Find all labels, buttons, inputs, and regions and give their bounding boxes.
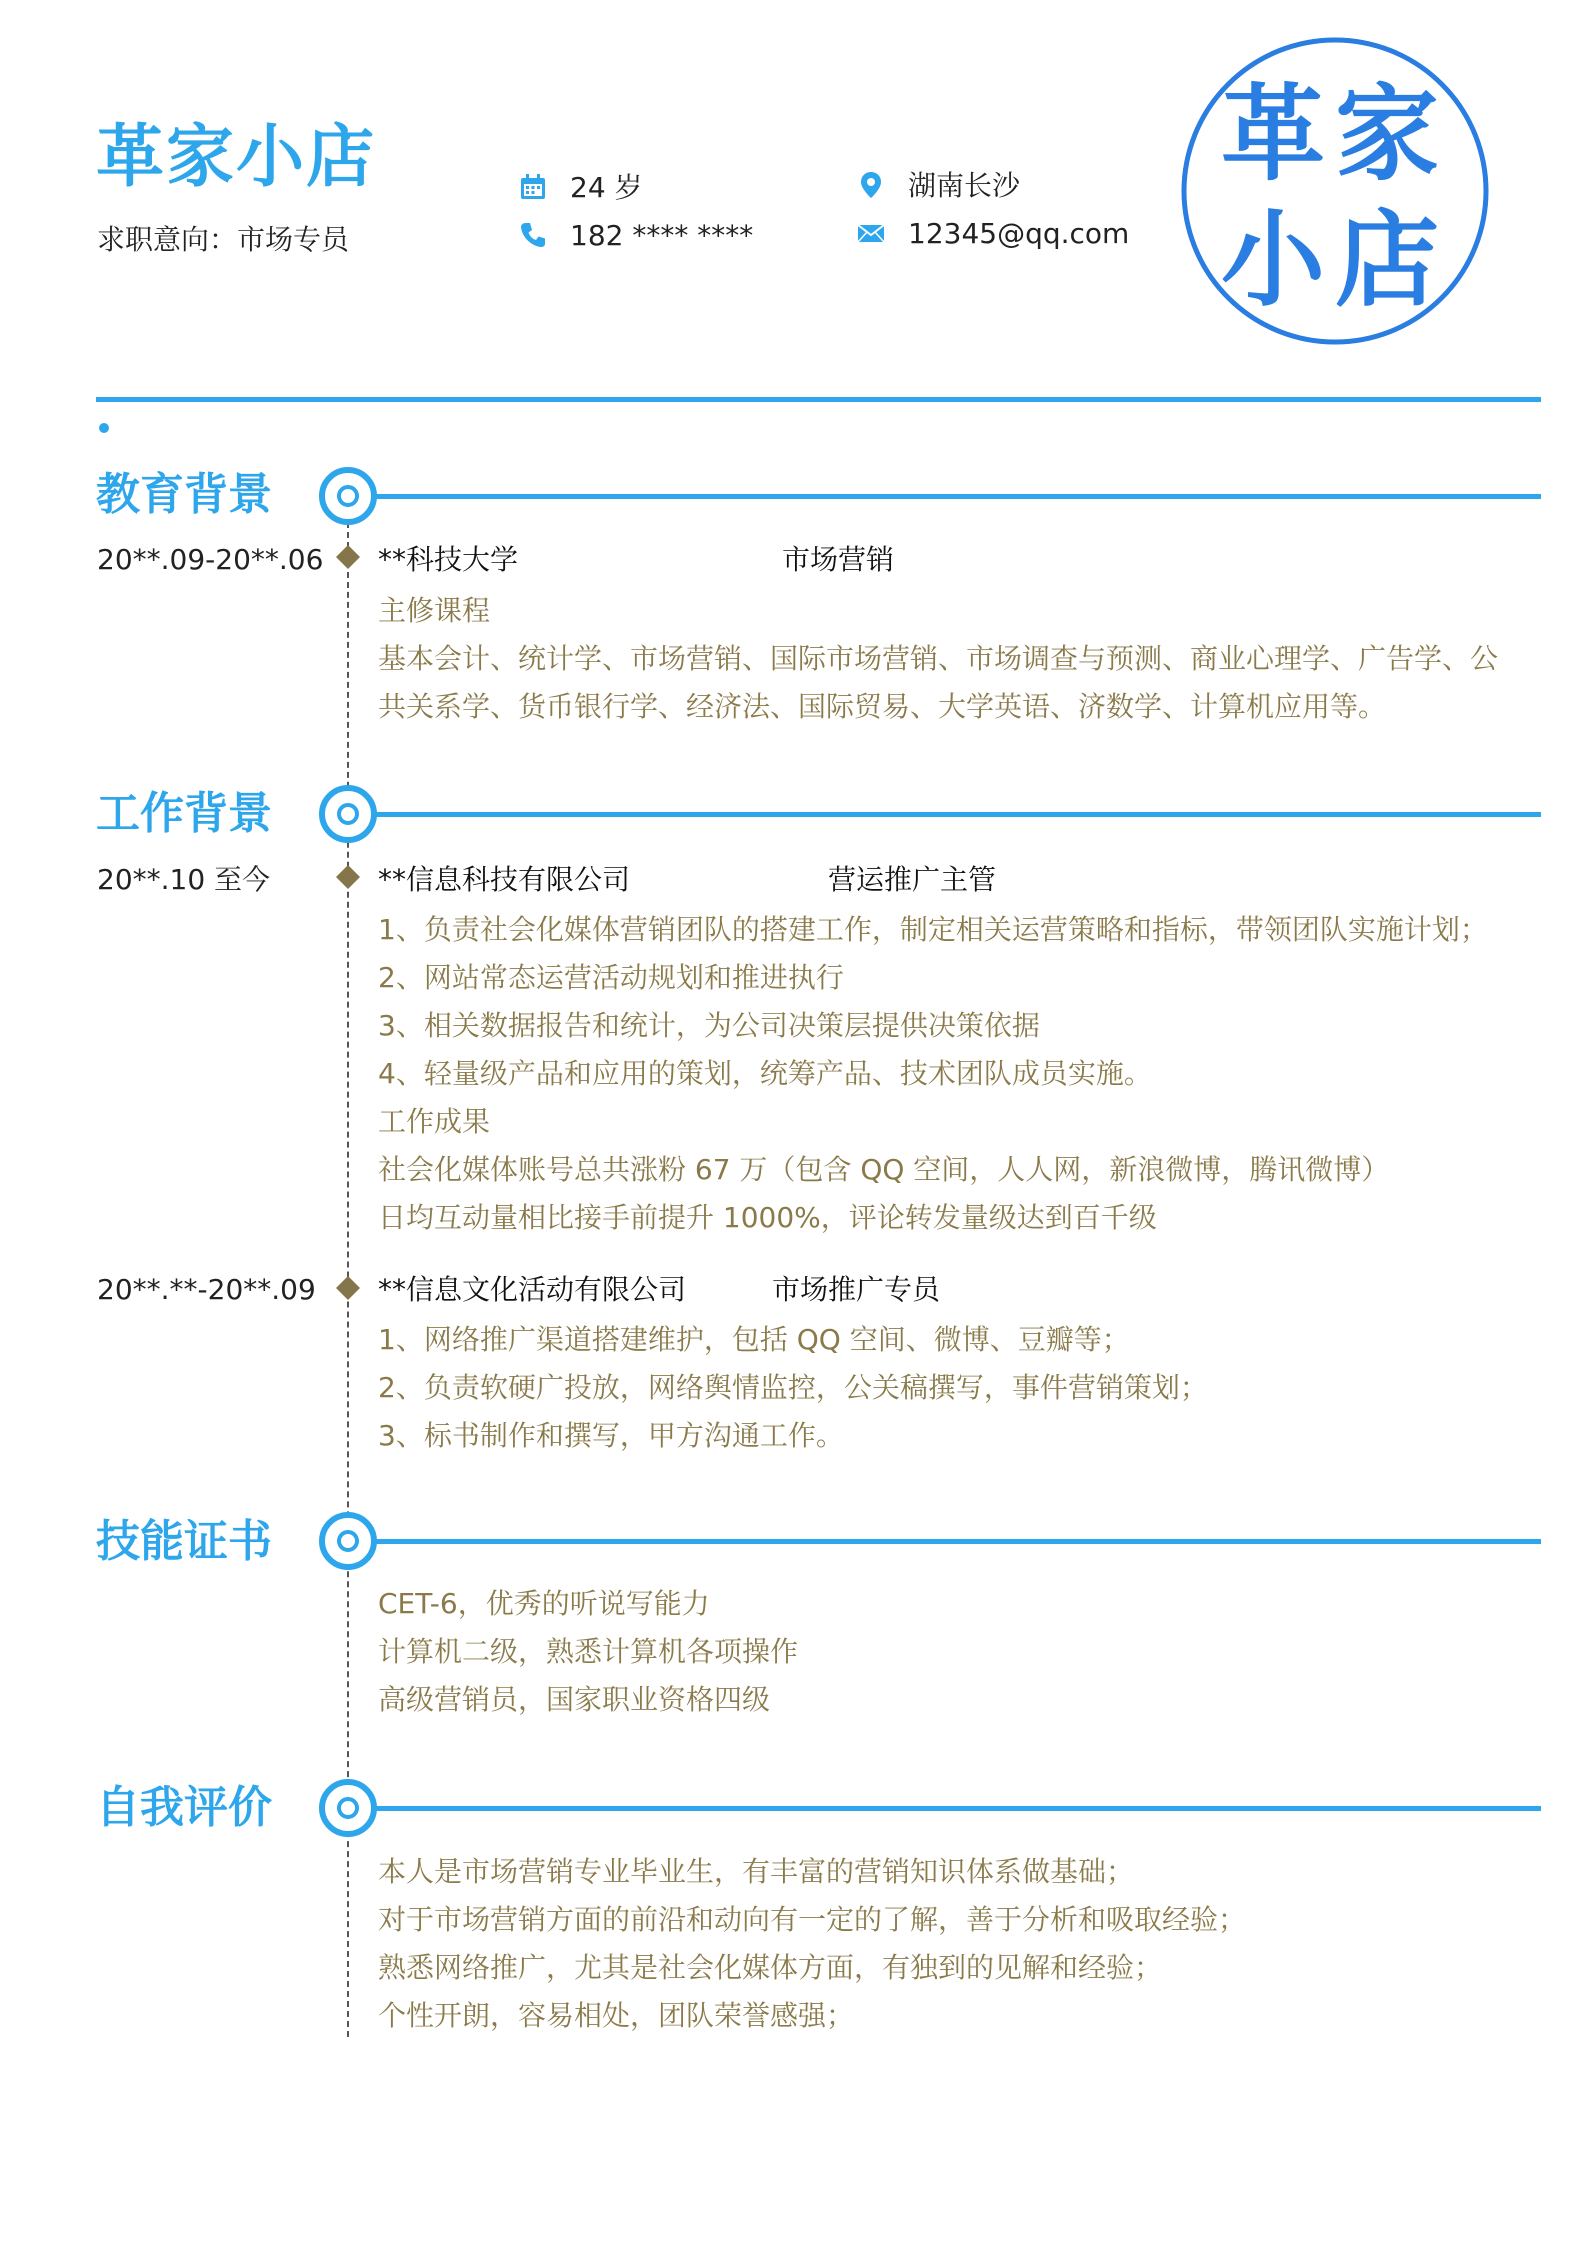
age-text: 24 岁 — [570, 171, 643, 204]
entry-date: 20**.09-20**.06 — [97, 543, 324, 576]
seal-text-top: 革家 — [1220, 72, 1450, 195]
body-line: 社会化媒体账号总共涨粉 67 万（包含 QQ 空间，人人网，新浪微博，腾讯微博） — [378, 1153, 1390, 1186]
section-rule-self — [376, 1806, 1541, 1811]
body-line: 本人是市场营销专业毕业生，有丰富的营销知识体系做基础； — [378, 1855, 1135, 1888]
email-text: 12345@qq.com — [908, 217, 1130, 250]
body-line: 2、网站常态运营活动规划和推进执行 — [378, 961, 844, 994]
location-pin-icon — [856, 170, 886, 200]
body-line: 主修课程 — [378, 594, 491, 627]
candidate-name: 革家小店 — [96, 118, 377, 197]
entry-date: 20**.**-20**.09 — [97, 1273, 316, 1306]
entry-role: 市场营销 — [782, 543, 895, 576]
header-divider — [96, 397, 1541, 402]
seal-text-bottom: 小店 — [1220, 198, 1450, 321]
location-text: 湖南长沙 — [908, 169, 1021, 202]
section-marker-icon — [318, 1511, 378, 1571]
job-intent: 求职意向：市场专员 — [97, 223, 350, 256]
section-title-work: 工作背景 — [96, 788, 272, 839]
shop-seal-logo — [1178, 34, 1492, 348]
section-rule-skills — [376, 1539, 1541, 1544]
phone-icon — [518, 220, 548, 250]
body-line: 2、负责软硬广投放，网络舆情监控，公关稿撰写，事件营销策划； — [378, 1371, 1208, 1404]
phone-text: 182 **** **** — [570, 219, 754, 252]
body-line: 熟悉网络推广，尤其是社会化媒体方面，有独到的见解和经验； — [378, 1951, 1163, 1984]
body-line: 日均互动量相比接手前提升 1000%，评论转发量级达到百千级 — [378, 1201, 1157, 1234]
email-info — [856, 216, 1129, 252]
age-info — [518, 170, 643, 206]
body-line: 1、网络推广渠道搭建维护，包括 QQ 空间、微博、豆瓣等； — [378, 1323, 1130, 1356]
body-line: 3、相关数据报告和统计，为公司决策层提供决策依据 — [378, 1009, 1040, 1042]
body-line: 4、轻量级产品和应用的策划，统筹产品、技术团队成员实施。 — [378, 1057, 1152, 1090]
calendar-icon — [518, 172, 548, 202]
entry-role: 市场推广专员 — [772, 1273, 941, 1306]
body-line: 工作成果 — [378, 1105, 491, 1138]
section-title-self: 自我评价 — [96, 1782, 272, 1833]
section-rule-education — [376, 494, 1541, 499]
body-line: 计算机二级，熟悉计算机各项操作 — [378, 1635, 799, 1668]
diamond-bullet-icon — [336, 865, 360, 889]
entry-organization: **信息科技有限公司 — [378, 863, 631, 896]
body-line: 对于市场营销方面的前沿和动向有一定的了解，善于分析和吸取经验； — [378, 1903, 1247, 1936]
body-line: 共关系学、货币银行学、经济法、国际贸易、大学英语、济数学、计算机应用等。 — [378, 690, 1387, 723]
location-info — [856, 168, 1020, 204]
entry-organization: **科技大学 — [378, 543, 519, 576]
diamond-bullet-icon — [336, 1276, 360, 1300]
diamond-bullet-icon — [336, 545, 360, 569]
header-dot — [99, 423, 109, 433]
section-title-skills: 技能证书 — [96, 1516, 272, 1567]
body-line: 1、负责社会化媒体营销团队的搭建工作，制定相关运营策略和指标，带领团队实施计划； — [378, 913, 1488, 946]
entry-role: 营运推广主管 — [828, 863, 997, 896]
body-line: CET-6，优秀的听说写能力 — [378, 1587, 710, 1620]
section-marker-icon — [318, 1778, 378, 1838]
body-line: 个性开朗，容易相处，团队荣誉感强； — [378, 1999, 855, 2032]
section-marker-icon — [318, 466, 378, 526]
section-title-education: 教育背景 — [96, 469, 272, 520]
entry-date: 20**.10 至今 — [97, 863, 271, 896]
section-rule-work — [376, 812, 1541, 817]
body-line: 基本会计、统计学、市场营销、国际市场营销、市场调查与预测、商业心理学、广告学、公 — [378, 642, 1499, 675]
entry-organization: **信息文化活动有限公司 — [378, 1273, 687, 1306]
section-marker-icon — [318, 784, 378, 844]
body-line: 3、标书制作和撰写，甲方沟通工作。 — [378, 1419, 844, 1452]
body-line: 高级营销员，国家职业资格四级 — [378, 1683, 771, 1716]
mail-icon — [856, 218, 886, 248]
phone-info — [518, 218, 753, 254]
